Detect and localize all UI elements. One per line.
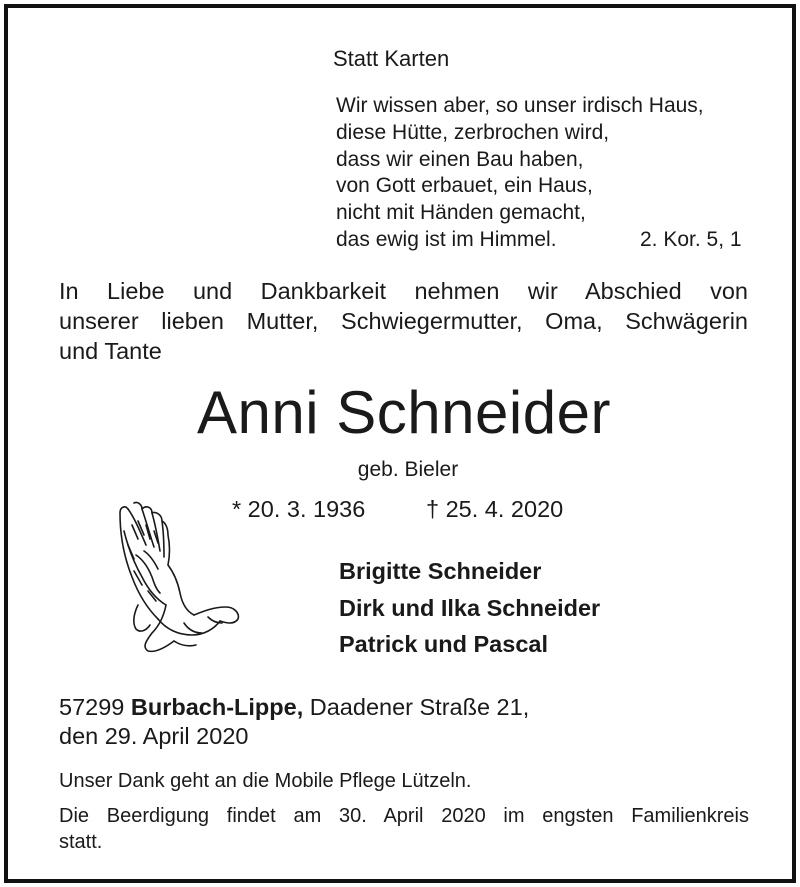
praying-hands-icon: [108, 495, 244, 655]
address-line: [59, 693, 529, 722]
birth-date: * 20. 3. 1936: [232, 496, 366, 522]
notice-date: den 29. April 2020: [59, 723, 249, 749]
verse-line: diese Hütte, zerbrochen wird,: [336, 120, 610, 144]
farewell-text: [59, 276, 748, 366]
street-name: Daadener Straße 21,: [309, 694, 530, 720]
verse-line: nicht mit Händen gemacht,: [336, 201, 586, 225]
thanks-note: Unser Dank geht an die Mobile Pflege Lützeln.: [59, 770, 472, 792]
verse-last-line: [336, 227, 756, 254]
address-block: [59, 693, 529, 751]
mourners-list: [339, 553, 600, 663]
verse-line: von Gott erbauet, ein Haus,: [336, 174, 593, 198]
postal-code: 57299: [59, 694, 125, 720]
mourner-name: Dirk und Ilka Schneider: [339, 594, 601, 621]
verse-line: dass wir einen Bau haben,: [336, 147, 584, 171]
farewell-line: In Liebe und Dankbarkeit nehmen wir Abschied von: [59, 278, 748, 304]
verse-line: Wir wissen aber, so unser irdisch Haus,: [336, 94, 704, 117]
mourner-name: Brigitte Schneider: [339, 558, 542, 584]
farewell-line: und Tante: [59, 338, 162, 364]
funeral-line: statt.: [59, 831, 103, 853]
death-date: † 25. 4. 2020: [426, 496, 564, 522]
funeral-note: [59, 803, 749, 855]
obituary-notice: [4, 4, 796, 883]
deceased-name: Anni Schneider: [197, 379, 611, 446]
bible-verse: [336, 93, 756, 254]
verse-reference: 2. Kor. 5, 1: [640, 227, 742, 251]
mourner-name: Patrick und Pascal: [339, 631, 548, 657]
birth-name: geb. Bieler: [357, 458, 459, 481]
notice-heading: Statt Karten: [333, 46, 450, 71]
funeral-line: Die Beerdigung findet am 30. April 2020 im engsten Familienkreis: [59, 805, 749, 827]
verse-line: das ewig ist im Himmel.: [336, 227, 557, 251]
town-name: Burbach-Lippe,: [130, 694, 304, 720]
farewell-line: unserer lieben Mutter, Schwiegermutter, Oma, Schwägerin: [59, 308, 748, 334]
